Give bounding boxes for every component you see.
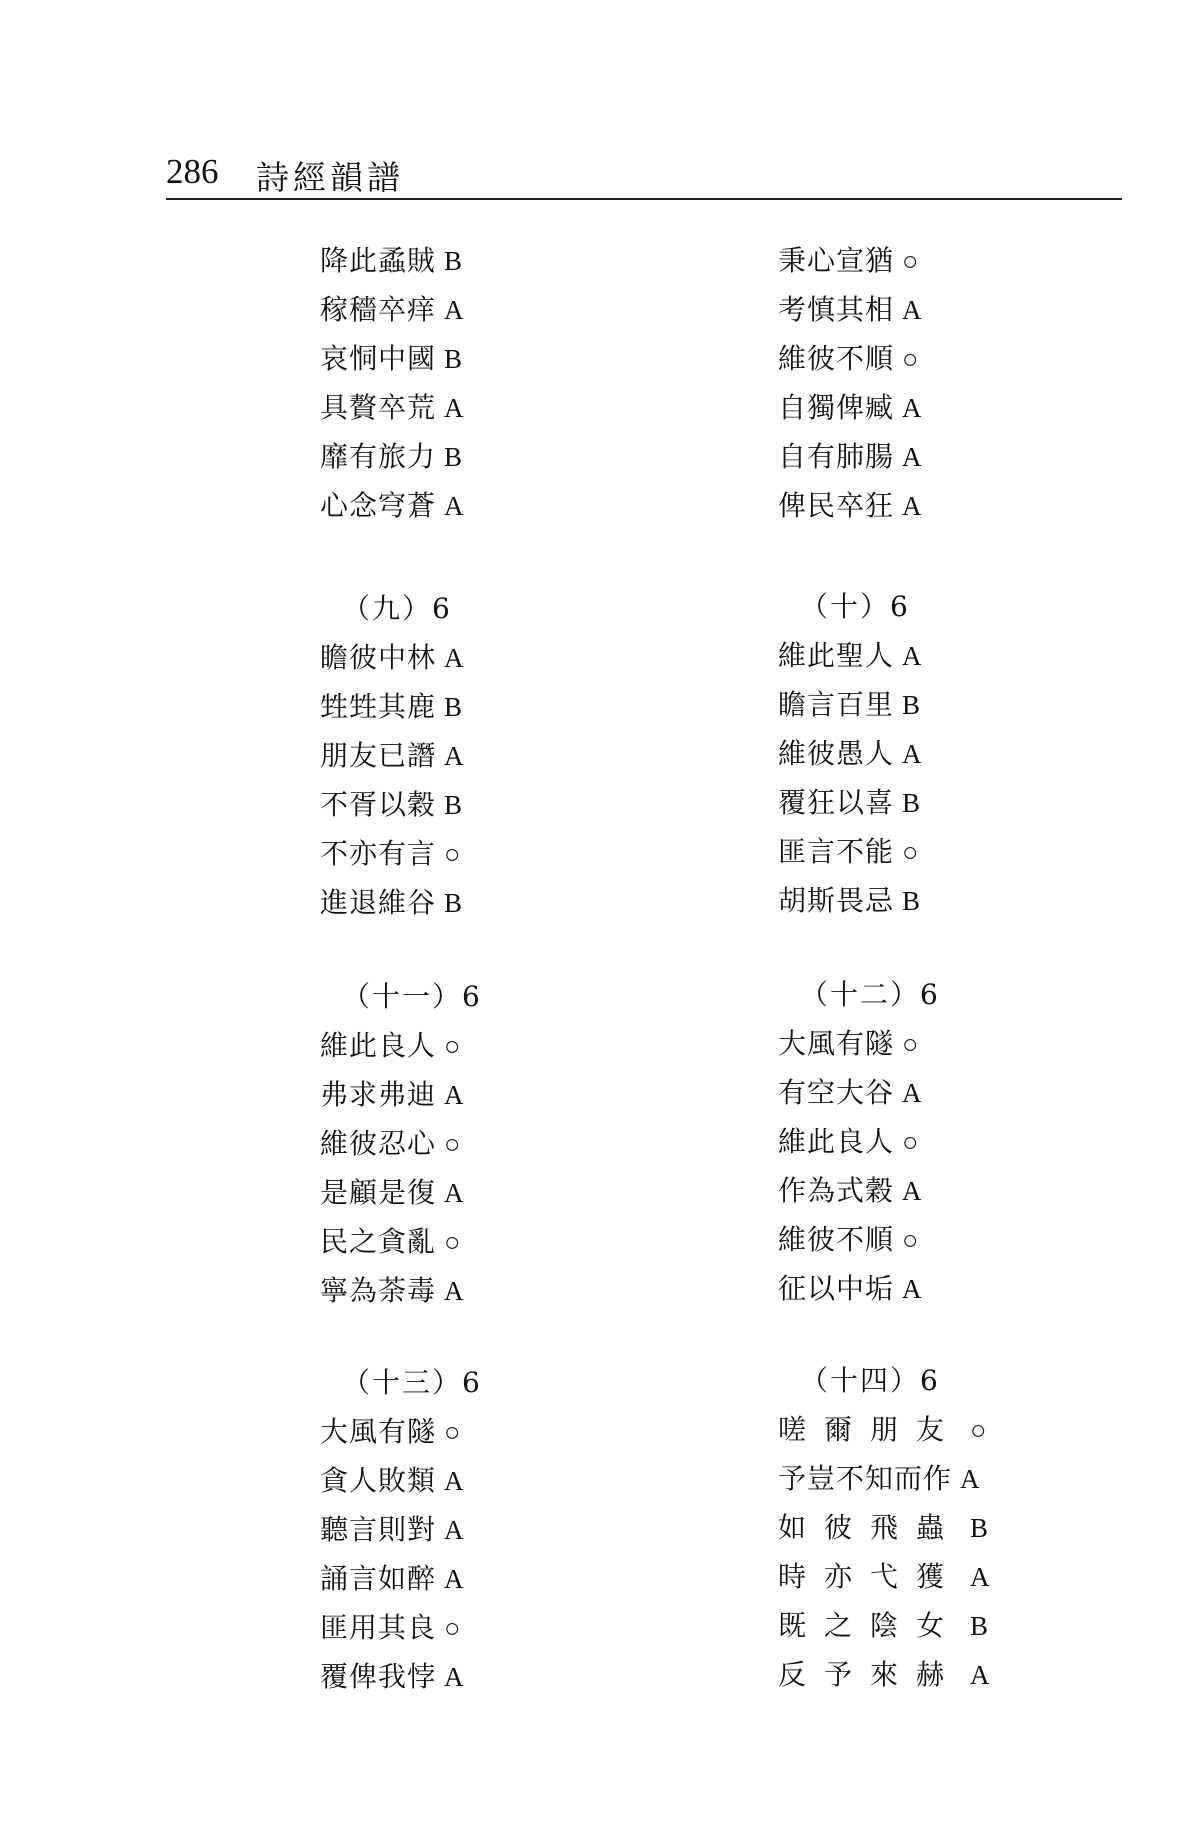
- verse-line: [320, 1266, 482, 1315]
- verse-text: 聽言則對: [320, 1513, 437, 1546]
- verse-line: [320, 1407, 482, 1456]
- verse-text: 作為式穀: [778, 1174, 895, 1207]
- verse-text: 貪人敗類: [320, 1464, 437, 1497]
- verse-text: 嗟爾朋友: [778, 1413, 963, 1446]
- verse-text: 維彼不順: [778, 1223, 895, 1256]
- verse-text: 胡斯畏忌: [778, 884, 895, 917]
- rhyme-mark: B: [444, 888, 464, 918]
- verse-line: [320, 878, 465, 927]
- verse-line: [320, 1652, 482, 1701]
- rhyme-mark: ○: [444, 1613, 462, 1643]
- rhyme-mark: B: [970, 1611, 990, 1641]
- rhyme-mark: A: [444, 491, 465, 521]
- stanza: [320, 236, 465, 530]
- rhyme-mark: A: [902, 1176, 923, 1206]
- stanza: [778, 236, 923, 530]
- verse-text: 甡甡其鹿: [320, 690, 437, 723]
- verse-line: [778, 729, 923, 778]
- verse-line: [778, 1264, 940, 1313]
- verse-line: [778, 1215, 940, 1264]
- rhyme-mark: B: [444, 442, 464, 472]
- book-title: 詩經韻譜: [256, 158, 404, 197]
- rhyme-mark: A: [444, 741, 465, 771]
- rhyme-mark: A: [444, 1466, 465, 1496]
- rhyme-mark: A: [902, 295, 923, 325]
- rhyme-mark: ○: [902, 1127, 920, 1157]
- verse-text: 誦言如醉: [320, 1562, 437, 1595]
- verse-line: [778, 1117, 940, 1166]
- rhyme-mark: A: [444, 1080, 465, 1110]
- rhyme-mark: ○: [444, 1417, 462, 1447]
- verse-line: [320, 383, 465, 432]
- rhyme-mark: B: [970, 1513, 990, 1543]
- verse-text: 匪言不能: [778, 835, 895, 868]
- verse-line: [320, 236, 465, 285]
- verse-line: [778, 827, 923, 876]
- rhyme-mark: ○: [444, 1129, 462, 1159]
- verse-line: [778, 631, 923, 680]
- verse-line: [778, 876, 923, 925]
- rhyme-mark: B: [444, 692, 464, 722]
- rhyme-mark: A: [902, 1078, 923, 1108]
- verse-text: 征以中垢: [778, 1272, 895, 1305]
- stanza-heading: （十三）6: [342, 1366, 482, 1399]
- rhyme-mark: A: [444, 1178, 465, 1208]
- verse-text: 予豈不知而作: [778, 1462, 953, 1495]
- rhyme-mark: ○: [902, 837, 920, 867]
- verse-text: 有空大谷: [778, 1076, 895, 1109]
- verse-line: [778, 383, 923, 432]
- verse-line: [320, 1456, 482, 1505]
- rhyme-mark: B: [902, 690, 922, 720]
- rhyme-mark: A: [444, 1276, 465, 1306]
- verse-line: [778, 285, 923, 334]
- stanza-heading: （十）6: [800, 590, 910, 623]
- rhyme-mark: ○: [444, 1031, 462, 1061]
- stanza: [320, 584, 465, 927]
- rhyme-mark: ○: [970, 1415, 988, 1445]
- verse-line: [778, 1454, 991, 1503]
- rhyme-mark: A: [970, 1562, 991, 1592]
- verse-line: [320, 829, 465, 878]
- rhyme-mark: B: [444, 246, 464, 276]
- verse-line: [778, 1068, 940, 1117]
- verse-text: 大風有隧: [778, 1027, 895, 1060]
- verse-line: [778, 778, 923, 827]
- verse-line: [320, 1217, 482, 1266]
- verse-line: [320, 780, 465, 829]
- verse-text: 寧為荼毒: [320, 1274, 437, 1307]
- verse-text: 具贅卒荒: [320, 391, 437, 424]
- verse-text: 心念穹蒼: [320, 489, 437, 522]
- verse-text: 維此良人: [320, 1029, 437, 1062]
- verse-text: 如彼飛蟲: [778, 1511, 963, 1544]
- verse-line: [320, 1119, 482, 1168]
- rhyme-mark: A: [902, 641, 923, 671]
- stanza: [320, 1358, 482, 1701]
- verse-text: 秉心宣猶: [778, 244, 895, 277]
- stanza: [320, 972, 482, 1315]
- rhyme-mark: ○: [444, 1227, 462, 1257]
- rhyme-mark: ○: [902, 344, 920, 374]
- verse-text: 俾民卒狂: [778, 489, 895, 522]
- verse-line: [320, 1168, 482, 1217]
- verse-line: [778, 1405, 991, 1454]
- rhyme-mark: A: [444, 295, 465, 325]
- rhyme-mark: A: [960, 1464, 981, 1494]
- verse-line: [778, 236, 923, 285]
- verse-text: 瞻彼中林: [320, 641, 437, 674]
- stanza-heading: （十二）6: [800, 978, 940, 1011]
- verse-text: 自獨俾臧: [778, 391, 895, 424]
- verse-line: [320, 1505, 482, 1554]
- verse-line: [778, 680, 923, 729]
- verse-text: 維彼愚人: [778, 737, 895, 770]
- rhyme-mark: B: [444, 790, 464, 820]
- stanza-heading: （十一）6: [342, 980, 482, 1013]
- verse-line: [320, 432, 465, 481]
- verse-line: [778, 1650, 991, 1699]
- verse-text: 反予來赫: [778, 1658, 963, 1691]
- verse-text: 維彼忍心: [320, 1127, 437, 1160]
- verse-text: 進退維谷: [320, 886, 437, 919]
- rhyme-mark: ○: [902, 246, 920, 276]
- header-rule: [166, 198, 1122, 200]
- verse-line: [778, 481, 923, 530]
- rhyme-mark: A: [444, 1515, 465, 1545]
- page-header: [166, 146, 1122, 206]
- verse-text: 朋友已譖: [320, 739, 437, 772]
- verse-text: 維此聖人: [778, 639, 895, 672]
- verse-text: 維此良人: [778, 1125, 895, 1158]
- rhyme-mark: ○: [444, 839, 462, 869]
- stanza: [778, 1356, 991, 1699]
- verse-line: [320, 731, 465, 780]
- verse-text: 大風有隧: [320, 1415, 437, 1448]
- rhyme-mark: ○: [902, 1225, 920, 1255]
- verse-text: 瞻言百里: [778, 688, 895, 721]
- verse-text: 是顧是復: [320, 1176, 437, 1209]
- verse-text: 降此蟊賊: [320, 244, 437, 277]
- rhyme-mark: A: [902, 739, 923, 769]
- stanza: [778, 582, 923, 925]
- verse-text: 稼穡卒痒: [320, 293, 437, 326]
- stanza-heading: （十四）6: [800, 1364, 940, 1397]
- verse-text: 自有肺腸: [778, 440, 895, 473]
- verse-text: 匪用其良: [320, 1611, 437, 1644]
- verse-line: [320, 481, 465, 530]
- verse-line: [778, 432, 923, 481]
- verse-text: 哀恫中國: [320, 342, 437, 375]
- rhyme-mark: B: [902, 788, 922, 818]
- rhyme-mark: A: [444, 643, 465, 673]
- verse-line: [320, 1554, 482, 1603]
- verse-text: 時亦弋獲: [778, 1560, 963, 1593]
- verse-text: 民之貪亂: [320, 1225, 437, 1258]
- verse-line: [320, 334, 465, 383]
- rhyme-mark: A: [444, 1564, 465, 1594]
- verse-text: 既之陰女: [778, 1609, 963, 1642]
- verse-text: 不亦有言: [320, 837, 437, 870]
- verse-text: 弗求弗迪: [320, 1078, 437, 1111]
- rhyme-mark: A: [902, 491, 923, 521]
- verse-text: 考慎其相: [778, 293, 895, 326]
- page-number: 286: [166, 152, 219, 191]
- rhyme-mark: A: [444, 393, 465, 423]
- rhyme-mark: A: [902, 442, 923, 472]
- verse-text: 不胥以穀: [320, 788, 437, 821]
- verse-line: [320, 285, 465, 334]
- verse-line: [778, 1019, 940, 1068]
- rhyme-mark: A: [970, 1660, 991, 1690]
- verse-line: [778, 334, 923, 383]
- rhyme-mark: B: [444, 344, 464, 374]
- rhyme-mark: A: [444, 1662, 465, 1692]
- verse-line: [320, 1070, 482, 1119]
- verse-line: [778, 1503, 991, 1552]
- verse-line: [778, 1166, 940, 1215]
- rhyme-mark: A: [902, 393, 923, 423]
- stanza: [778, 970, 940, 1313]
- verse-line: [778, 1552, 991, 1601]
- verse-line: [320, 682, 465, 731]
- verse-text: 覆狂以喜: [778, 786, 895, 819]
- rhyme-mark: ○: [902, 1029, 920, 1059]
- verse-line: [320, 1603, 482, 1652]
- verse-line: [320, 1021, 482, 1070]
- verse-text: 維彼不順: [778, 342, 895, 375]
- rhyme-mark: B: [902, 886, 922, 916]
- verse-text: 覆俾我悖: [320, 1660, 437, 1693]
- rhyme-mark: A: [902, 1274, 923, 1304]
- verse-line: [320, 633, 465, 682]
- verse-text: 靡有旅力: [320, 440, 437, 473]
- verse-line: [778, 1601, 991, 1650]
- stanza-heading: （九）6: [342, 592, 452, 625]
